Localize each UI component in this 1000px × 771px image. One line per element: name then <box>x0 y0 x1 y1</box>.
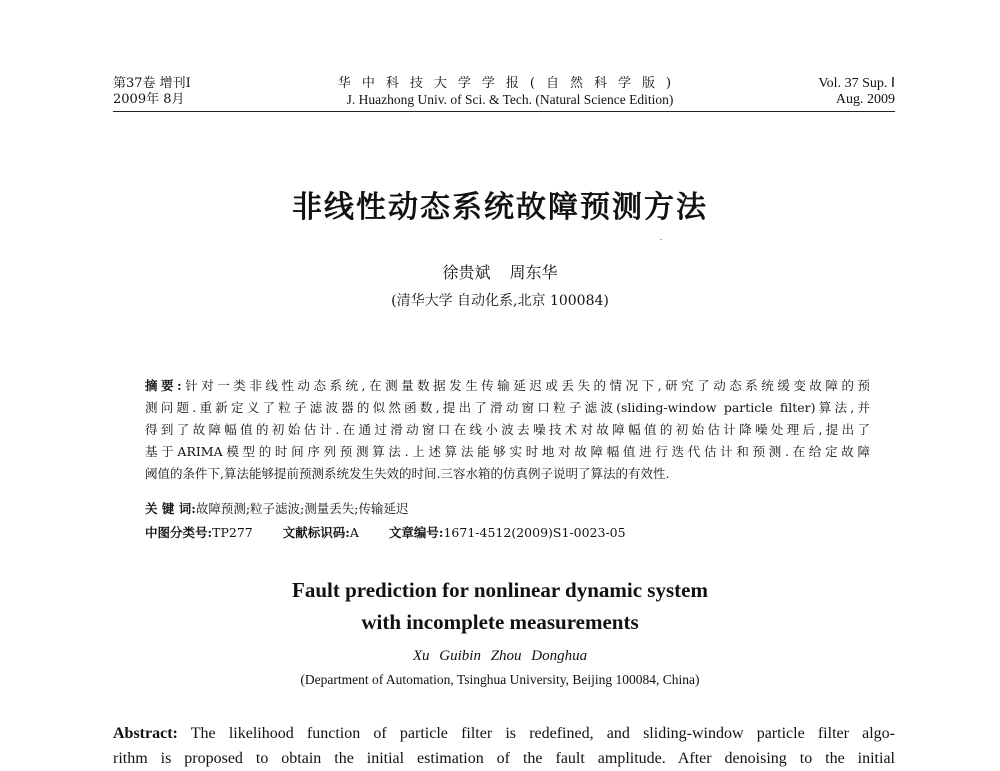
classification-line <box>145 523 652 541</box>
abstract-cn-line: 得到了故障幅值的初始估计.在通过滑动窗口在线小波去噪技术对故障幅值的初始估计降噪处理后,提出了 <box>145 422 870 437</box>
scan-speck <box>660 239 662 240</box>
publication-date-en: Aug. 2009 <box>835 92 895 107</box>
abstract-cn-label: 摘要: <box>145 378 182 393</box>
keywords-text: 故障预测;粒子滤波;测量丢失;传输延迟 <box>195 501 409 516</box>
keywords-cn <box>145 499 408 517</box>
affiliation-en: (Department of Automation, Tsinghua University, Beijing 100084, China) <box>300 672 700 687</box>
keywords-label: 关 键 词: <box>145 501 196 516</box>
authors-cn: 徐贵斌 周东华 <box>442 263 558 282</box>
abstract-en <box>113 721 895 771</box>
abstract-cn <box>145 375 870 485</box>
volume-issue: 第37卷 增刊Ⅰ <box>113 76 191 91</box>
clc-number: 中图分类号:TP277 <box>145 525 253 540</box>
paper-title-en-line1: Fault prediction for nonlinear dynamic system <box>292 578 708 602</box>
authors-en: Xu Guibin Zhou Donghua <box>412 648 588 664</box>
abstract-en-label: Abstract: <box>113 725 178 742</box>
abstract-cn-line: 阈值的条件下,算法能够提前预测系统发生失效的时间.三容水箱的仿真例子说明了算法的有效性. <box>145 466 670 481</box>
article-number: 文章编号:1671-4512(2009)S1-0023-05 <box>388 525 626 540</box>
header-divider <box>113 111 895 112</box>
paper-title-cn: 非线性动态系统故障预测方法 <box>292 190 708 225</box>
journal-name-en: J. Huazhong Univ. of Sci. & Tech. (Natural Science Edition) <box>346 92 674 107</box>
abstract-cn-line: 摘要:针对一类非线性动态系统,在测量数据发生传输延迟或丢失的情况下,研究了动态系统缓变故障的预 <box>145 378 870 393</box>
paper-title-en <box>0 574 1000 638</box>
volume-en: Vol. 37 Sup. Ⅰ <box>818 76 895 91</box>
abstract-en-line: rithm is proposed to obtain the initial estimation of the fault amplitude. After denoising to the initial <box>113 750 895 767</box>
abstract-cn-line: 测问题.重新定义了粒子滤波器的似然函数,提出了滑动窗口粒子滤波(sliding-window particle filter)算法,并 <box>145 400 870 415</box>
abstract-en-line: Abstract: The likelihood function of particle filter is redefined, and sliding-window particle filter algo- <box>113 725 895 742</box>
journal-volume-info <box>113 76 191 108</box>
journal-name <box>260 76 760 108</box>
document-code: 文献标识码:A <box>282 525 359 540</box>
journal-volume-info-en <box>818 76 895 108</box>
affiliation-cn: (清华大学 自动化系,北京 100084) <box>391 293 609 309</box>
abstract-cn-line: 基于ARIMA模型的时间序列预测算法.上述算法能够实时地对故障幅值进行迭代估计和预测.在给定故障 <box>145 444 870 459</box>
publication-date-cn: 2009年 8月 <box>113 92 185 107</box>
paper-title-en-line2: with incomplete measurements <box>361 610 639 634</box>
journal-name-cn: 华中科技大学学报(自然科学版) <box>337 76 683 91</box>
